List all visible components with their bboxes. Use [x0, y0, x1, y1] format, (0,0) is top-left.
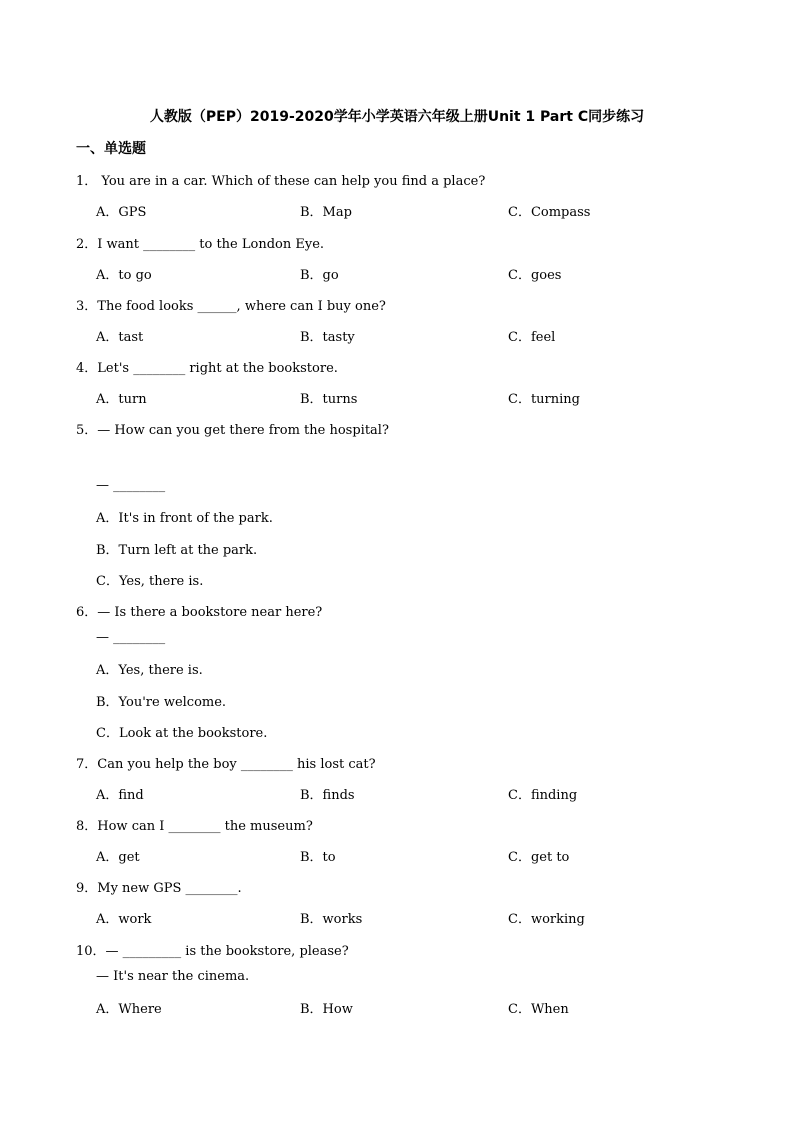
question-1-option-a[interactable]: A．GPS — [96, 205, 147, 220]
question-5-option-b[interactable]: B．Turn left at the park. — [96, 543, 258, 558]
question-10-option-b[interactable]: B．How — [300, 1002, 353, 1017]
question-5-stem: 5．— How can you get there from the hospital? — [76, 423, 389, 438]
question-2-stem: 2．I want ________ to the London Eye. — [76, 237, 325, 252]
question-7-stem: 7．Can you help the boy ________ his lost cat? — [76, 757, 376, 772]
question-10-stem: 10．— _________ is the bookstore, please? — [76, 944, 349, 959]
question-8-option-b[interactable]: B．to — [300, 850, 336, 865]
question-8-option-a[interactable]: A．get — [96, 850, 140, 865]
question-6-stem: 6．— Is there a bookstore near here? — [76, 605, 323, 620]
question-6-option-c[interactable]: C．Look at the bookstore. — [96, 726, 268, 741]
question-7-option-c[interactable]: C．finding — [508, 788, 578, 803]
question-3-option-c[interactable]: C．feel — [508, 330, 556, 345]
question-4-option-c[interactable]: C．turning — [508, 392, 580, 407]
question-9-option-b[interactable]: B．works — [300, 912, 363, 927]
question-9-option-a[interactable]: A．work — [96, 912, 152, 927]
question-4-option-b[interactable]: B．turns — [300, 392, 358, 407]
question-8-stem: 8．How can I ________ the museum? — [76, 819, 313, 834]
question-6-option-b[interactable]: B．You're welcome. — [96, 695, 227, 710]
question-2-option-a[interactable]: A．to go — [96, 268, 152, 283]
section-heading: 一、单选题 — [76, 141, 146, 157]
question-10-option-c[interactable]: C．When — [508, 1002, 569, 1017]
question-10-option-a[interactable]: A．Where — [96, 1002, 162, 1017]
question-1-stem: 1． You are in a car. Which of these can help you find a place? — [76, 174, 486, 189]
question-8-option-c[interactable]: C．get to — [508, 850, 570, 865]
question-1-option-b[interactable]: B．Map — [300, 205, 352, 220]
question-6-reply: — ________ — [96, 630, 166, 645]
question-7-option-a[interactable]: A．find — [96, 788, 144, 803]
question-9-stem: 9．My new GPS ________. — [76, 881, 242, 896]
question-10-reply: — It's near the cinema. — [96, 969, 250, 984]
question-4-stem: 4．Let's ________ right at the bookstore. — [76, 361, 338, 376]
question-7-option-b[interactable]: B．finds — [300, 788, 355, 803]
question-6-option-a[interactable]: A．Yes, there is. — [96, 663, 203, 678]
question-5-option-a[interactable]: A．It's in front of the park. — [96, 511, 273, 526]
question-2-option-b[interactable]: B．go — [300, 268, 339, 283]
question-4-option-a[interactable]: A．turn — [96, 392, 147, 407]
question-1-option-c[interactable]: C．Compass — [508, 205, 591, 220]
question-5-option-c[interactable]: C．Yes, there is. — [96, 574, 204, 589]
question-3-option-a[interactable]: A．tast — [96, 330, 144, 345]
question-2-option-c[interactable]: C．goes — [508, 268, 562, 283]
question-5-reply: — ________ — [96, 478, 166, 493]
question-3-stem: 3．The food looks ______, where can I buy one? — [76, 299, 386, 314]
document-title: 人教版（PEP）2019-2020学年小学英语六年级上册Unit 1 Part C同步练习 — [149, 109, 645, 125]
question-3-option-b[interactable]: B．tasty — [300, 330, 355, 345]
question-9-option-c[interactable]: C．working — [508, 912, 585, 927]
